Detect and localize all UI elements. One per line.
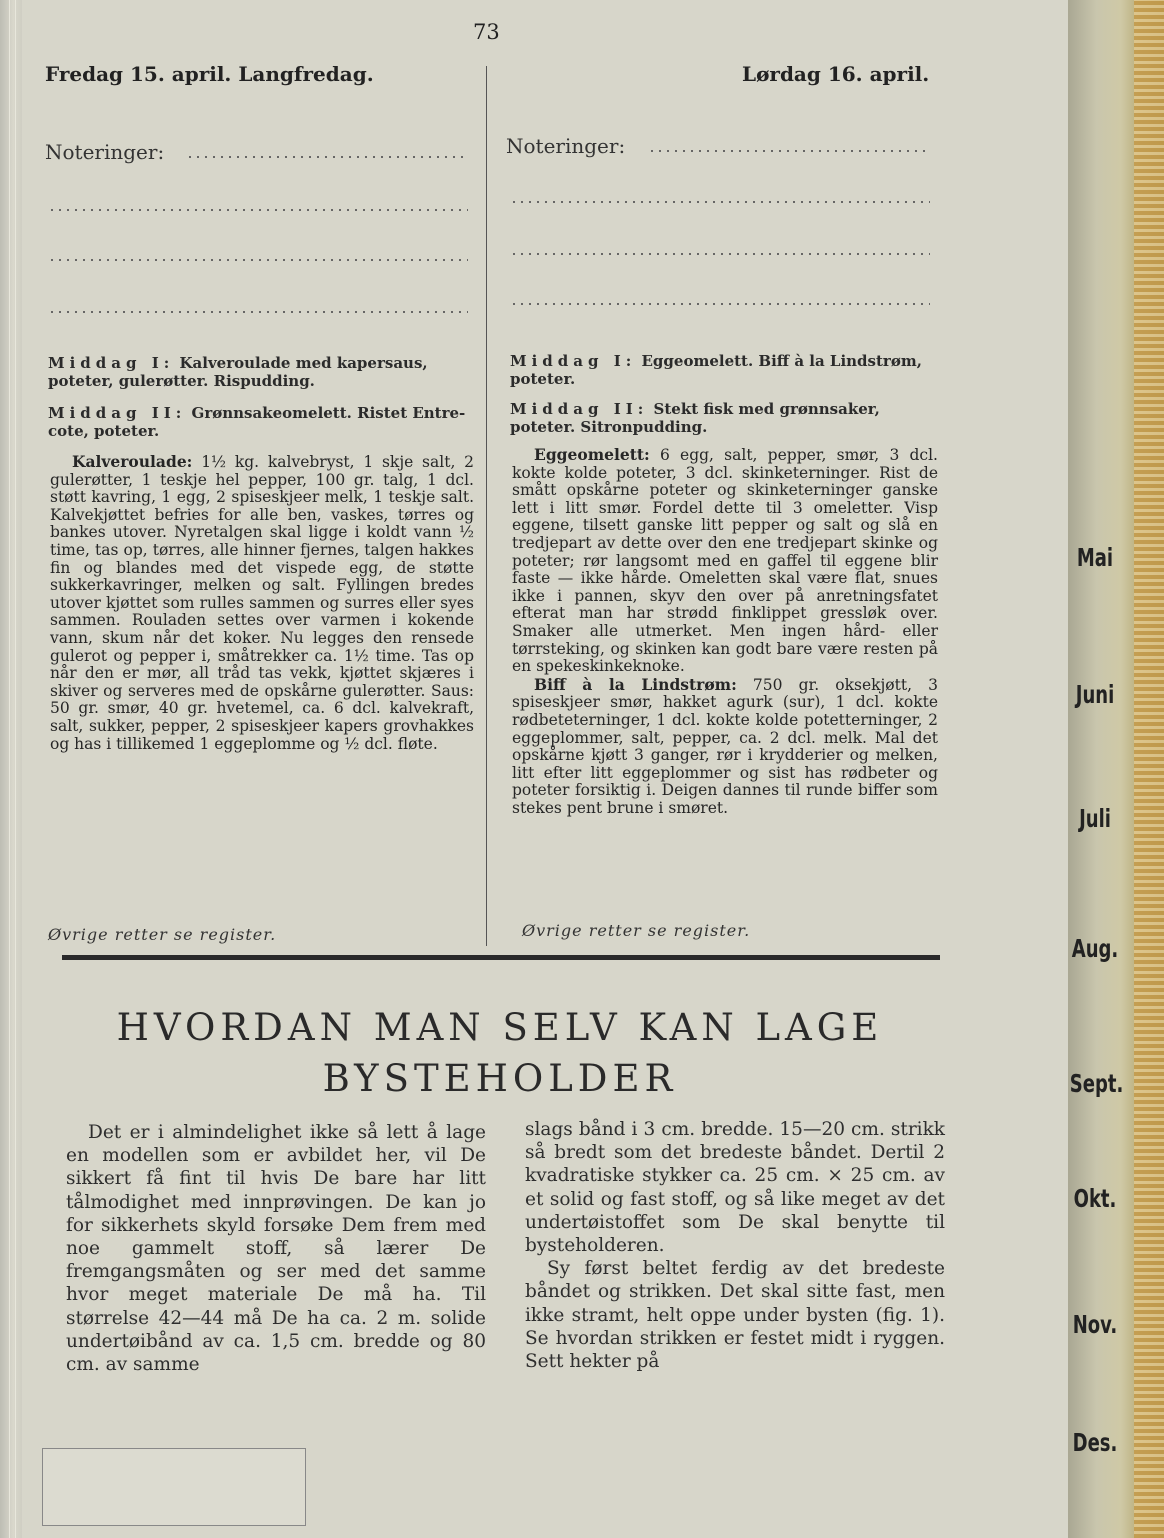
right-ovrige-retter: Øvrige retter se register. [522, 921, 751, 940]
article-title-line-1: HVORDAN MAN SELV KAN LAGE [116, 1006, 884, 1049]
right-notes-line [510, 253, 930, 255]
article-col2-paragraph-2: Sy først beltet ferdig av det bredeste båndet og strikken. Det skal sitte fast, men ikke stramt, helt oppe under bysten (fig. 1). Se hvordan strikken er festet midt i ryggen. Sett hekter på [525, 1258, 945, 1373]
right-middag-2 [510, 400, 938, 436]
left-middag-2-text: Grønnsakeomelett. Ristet Entre-cote, poteter. [48, 404, 466, 440]
left-middag-1 [48, 354, 474, 390]
month-tab-juli[interactable]: Juli [1079, 804, 1111, 833]
right-recipes [512, 446, 938, 817]
month-tab-okt[interactable]: Okt. [1073, 1184, 1117, 1213]
right-middag-1 [510, 352, 938, 388]
left-recipe-text: 1½ kg. kalvebryst, 1 skje salt, 2 gulerøtter, 1 teskje hel pepper, 100 gr. talg, 1 dcl. støtt kavring, 1 egg, 2 spiseskjeer melk, 1 teskje salt. Kalvekjøttet befries for alle ben, vaskes, tørres og bankes utover. Nyretalgen skal ligge i koldt vann ½ time, tas op, tørres, alle hinner fjernes, talgen hakkes fin og blandes med det vispede egg, de støtte sukkerkavringer, melken og salt. Fyllingen bredes utover kjøttet som rulles sammen og surres eller syes sammen. Rouladen settes over varmen i kokende vann, skum når det koker. Nu legges den rensede gulerot og pepper i, småtrekker ca. 1½ time. Tas op når den er mør, all tråd tas vekk, kjøttet skjæres i skiver og serveres med de opskårne gulerøtter. Saus: 50 gr. smør, 40 gr. hvetemel, ca. 6 dcl. kalvekraft, salt, sukker, pepper, 2 spiseskjeer kapers grovhakkes og has i tillikemed 1 eggeplomme og ½ dcl. fløte. [50, 453, 475, 753]
article-column-2 [525, 1118, 945, 1373]
month-tab-sept[interactable]: Sept. [1069, 1069, 1124, 1098]
page-edge-line [15, 0, 16, 1538]
left-recipe-kalveroulade [50, 453, 474, 753]
page-stack-edge [0, 0, 22, 1538]
right-notes-line [648, 150, 930, 152]
right-middag-1-label: Middag I: [510, 352, 637, 370]
left-middag-1-label: Middag I: [48, 354, 175, 372]
right-notes-label: Noteringer: [506, 134, 626, 158]
left-middag-2-label: Middag II: [48, 404, 187, 422]
month-tab-juni[interactable]: Juni [1075, 680, 1115, 709]
page-edge-line [9, 0, 10, 1538]
tab-edge-pattern [1134, 0, 1164, 1538]
right-recipe-2-name: Biff à la Lindstrøm: [534, 674, 737, 694]
right-notes-line [510, 303, 930, 305]
right-day-title: Lørdag 16. april. [742, 62, 930, 86]
month-tab-strip [1068, 0, 1164, 1538]
left-recipe-name: Kalveroulade: [72, 452, 193, 471]
left-notes-line [48, 259, 468, 261]
right-middag-2-label: Middag II: [510, 400, 649, 418]
left-notes-line [48, 209, 468, 211]
month-tab-des[interactable]: Des. [1072, 1428, 1118, 1457]
right-notes-line [510, 201, 930, 203]
article-column-1 [66, 1121, 486, 1376]
column-divider [486, 66, 487, 946]
left-notes-line [48, 311, 468, 313]
left-ovrige-retter: Øvrige retter se register. [48, 925, 277, 944]
article-col2-paragraph-1: slags bånd i 3 cm. bredde. 15—20 cm. strikk så bredt som det bredeste båndet. Dertil 2 kvadratiske stykker ca. 25 cm. × 25 cm. av et solid og fast stoff, og så like meget av det undertøistoffet som De skal benytte til bysteholderen. [525, 1119, 945, 1257]
month-tab-aug[interactable]: Aug. [1071, 934, 1119, 963]
left-day-title: Fredag 15. april. Langfredag. [45, 62, 374, 86]
page-number: 73 [473, 20, 500, 44]
month-tab-mai[interactable]: Mai [1076, 543, 1114, 572]
left-notes-label: Noteringer: [45, 140, 165, 164]
right-recipe-1-text: 6 egg, salt, pepper, smør, 3 dcl. kokte kolde poteter, 3 dcl. skinketerninger. Rist de smått opskårne poteter og skinketerninger ganske lett i litt smør. Fordel dette til 3 omeletter. Visp eggene, tilsett ganske litt pepper og salt og slå en tredjepart av dette over den ene tredjepart skinke og poteter; rør langsomt med en gaffel til eggene blir faste — ikke hårde. Omeletten skal være flat, snues ikke i pannen, skyv den over på anretningsfatet efterat man har strødd finklippet gressløk over. Smaker alle utmerket. Men ingen hård- eller tørrsteking, og skinken kan godt bare være resten på en spekeskinkeknoke. [512, 446, 938, 676]
right-middag-1-text: Eggeomelett. Biff à la Lindstrøm, poteter. [510, 352, 922, 388]
library-label-box [42, 1448, 306, 1526]
month-tab-nov[interactable]: Nov. [1072, 1310, 1118, 1339]
left-middag-2 [48, 404, 474, 440]
section-rule [62, 955, 940, 960]
right-recipe-1-name: Eggeomelett: [534, 445, 650, 464]
left-middag-1-text: Kalveroulade med kapersaus, poteter, gulerøtter. Rispudding. [48, 354, 428, 390]
left-notes-line [186, 156, 468, 158]
right-recipe-2-text: 750 gr. oksekjøtt, 3 spiseskjeer smør, hakket agurk (sur), 1 dcl. kokte rødbeteterninger, 1 dcl. kokte kolde potetterninger, 2 eggeplommer, salt, pepper, ca. 2 dcl. melk. Mal det opskårne kjøtt 3 ganger, rør i krydderier og melken, litt efter litt eggeplommer og sist has rødbeter og poteter forsiktig i. Deigen dannes til runde biffer som stekes pent brune i smøret. [512, 675, 938, 817]
article-title-line-2: BYSTEHOLDER [322, 1057, 678, 1100]
right-middag-2-text: Stekt fisk med grønnsaker, poteter. Sitronpudding. [510, 400, 880, 436]
article-col1-paragraph: Det er i almindelighet ikke så lett å lage en modellen som er avbildet her, vil De sikkert få fint til hvis De bare har litt tålmodighet med innprøvingen. De kan jo for sikkerhets skyld forsøke Dem frem med noe gammelt stoff, så lærer De fremgangsmåten og ser med det samme hvor meget materiale De må ha. Til størrelse 42—44 må De ha ca. 2 m. solide undertøibånd av ca. 1,5 cm. bredde og 80 cm. av samme [66, 1122, 486, 1376]
